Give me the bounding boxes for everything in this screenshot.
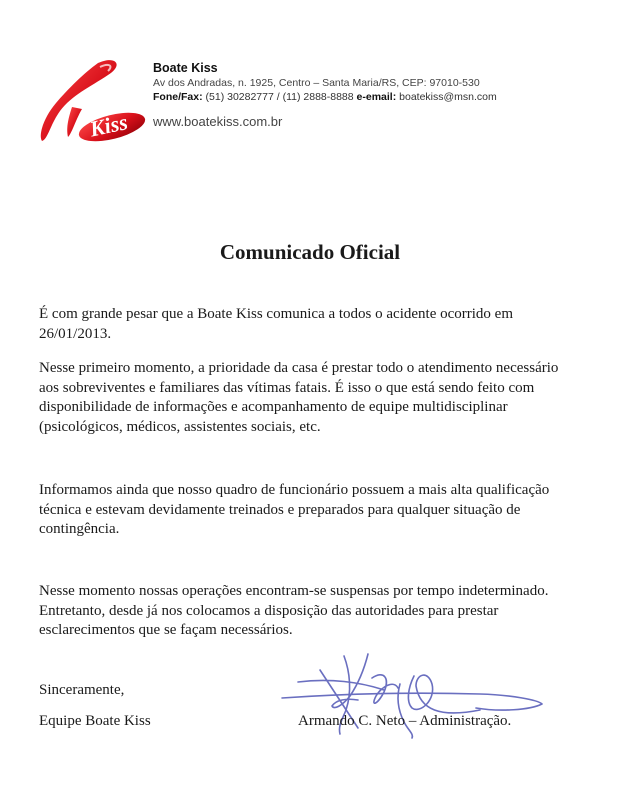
- team-name: Equipe Boate Kiss: [39, 713, 151, 729]
- kiss-logo: [38, 55, 150, 151]
- paragraph-3: Informamos ainda que nosso quadro de funcionário possuem a mais alta qualificação técnica e estevam devidamente treinados e preparados para qualquer situação de contingência.: [39, 482, 550, 537]
- letterhead: [153, 61, 497, 130]
- signer-name: Armando C. Neto – Administração.: [298, 713, 512, 729]
- paragraph-1: É com grande pesar que a Boate Kiss comunica a todos o acidente ocorrido em 26/01/2013.: [39, 306, 514, 342]
- letter-title: Comunicado Oficial: [219, 240, 401, 264]
- phone-label: Fone/Fax:: [153, 91, 203, 103]
- paragraph-2: Nesse primeiro momento, a prioridade da casa é prestar todo o atendimento necessário aos sobreviventes e familiares das vítimas fatais. É isso o que está sendo feito com disponibilidade de informações e acompanhamento de equipe multidisciplinar (psicológicos, médicos, assistentes sociais, etc.: [39, 360, 559, 435]
- logo-wordmark: Kiss: [87, 109, 130, 142]
- company-name: Boate Kiss: [153, 61, 218, 75]
- closing: Sinceramente,: [39, 682, 125, 698]
- email-address: boatekiss@msn.com: [399, 91, 497, 103]
- phone-number: (51) 30282777 / (11) 2888-8888: [205, 91, 354, 103]
- website-link: www.boatekiss.com.br: [153, 114, 283, 129]
- company-address: Av dos Andradas, n. 1925, Centro – Santa Maria/RS, CEP: 97010-530: [153, 77, 480, 89]
- email-label: e-email:: [356, 91, 397, 103]
- paragraph-4: Nesse momento nossas operações encontram-se suspensas por tempo indeterminado. Entretanto, desde já nos colocamos a disposição das autoridades para prestar esclarecimentos que se façam necessários.: [39, 583, 549, 638]
- contact-line: [153, 90, 497, 104]
